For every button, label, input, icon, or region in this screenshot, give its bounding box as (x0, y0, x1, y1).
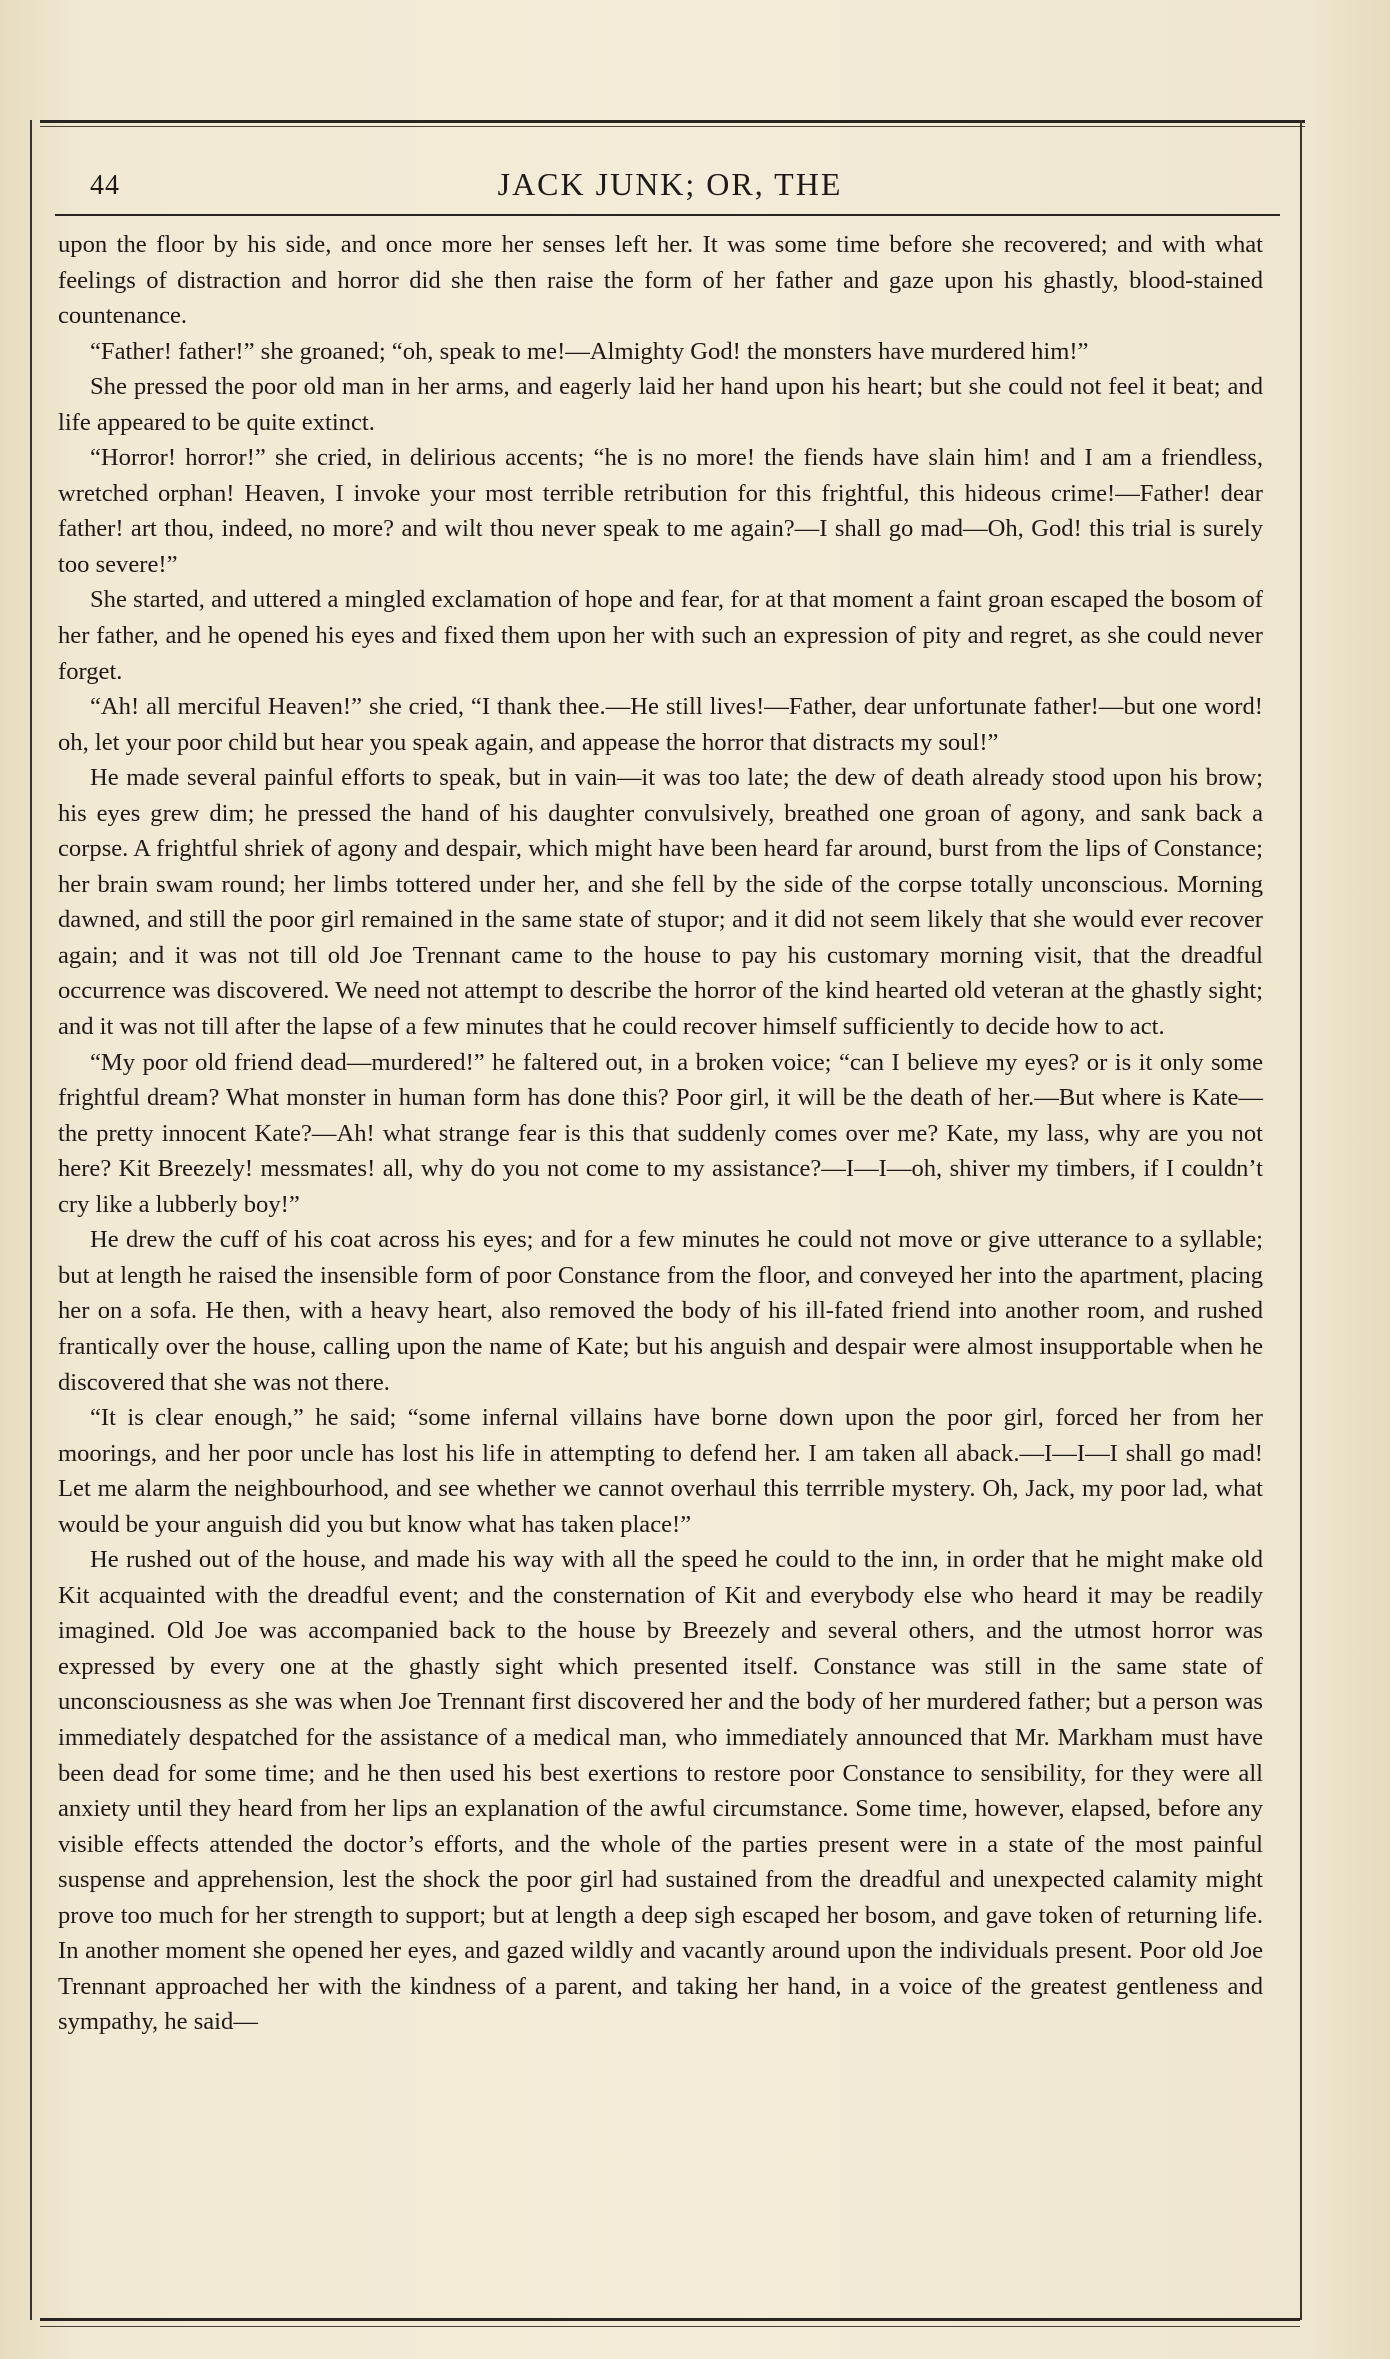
paragraph: upon the floor by his side, and once more her senses left her. It was some time before she recovered; and with what feelings of distraction and horror did she then raise the form of her father and gaze upon his ghastly, blood-stained countenance. (58, 231, 1263, 330)
paragraph: He rushed out of the house, and made his way with all the speed he could to the inn, in order that he might make old Kit acquainted with the dreadful event; and the consternation of Kit and everybody else who heard it may be readily imagined. Old Joe was accompanied back to the house by Breezely and several others, and the utmost horror was expressed by every one at the ghastly sight which presented itself. Constance was still in the same state of unconsciousness as she was when Joe Trennant first discovered her and the body of her murdered father; but a person was immediately despatched for the assistance of a medical man, who immediately announced that Mr. Markham must have been dead for some time; and he then used his best exertions to restore poor Constance to sensibility, for they were all anxiety until they heard from her lips an explanation of the awful circumstance. Some time, however, elapsed, before any visible effects attended the doctor’s efforts, and the whole of the parties present were in a state of the most painful suspense and apprehension, lest the shock the poor girl had sustained from the dreadful and unexpected calamity might prove too much for her strength to support; but at length a deep sigh escaped her bosom, and gave token of returning life. In another moment she opened her eyes, and gazed wildly and vacantly around upon the individuals present. Poor old Joe Trennant approached her with the kindness of a parent, and taking her hand, in a voice of the greatest gentleness and sympathy, he said— (58, 1546, 1263, 2036)
paragraph: She pressed the poor old man in her arms, and eagerly laid her hand upon his heart; but she could not feel it beat; and life appeared to be quite extinct. (58, 373, 1263, 436)
left-border-rule (30, 120, 32, 2320)
paragraph: She started, and uttered a mingled exclamation of hope and fear, for at that moment a faint groan escaped the bosom of her father, and he opened his eyes and fixed them upon her with such an expression of pity and regret, as she could never forget. (58, 586, 1263, 685)
right-border-rule (1300, 120, 1302, 2320)
paragraph: “It is clear enough,” he said; “some infernal villains have borne down upon the poor girl, forced her from her moorings, and her poor uncle has lost his life in attempting to defend her. I am taken all aback.—I—I—I shall go mad! Let me alarm the neighbourhood, and see whether we cannot overhaul this terrrible mystery. Oh, Jack, my poor lad, what would be your anguish did you but know what has taken place!” (58, 1404, 1263, 1538)
bottom-border-thin-rule (40, 2326, 1300, 2327)
paragraph: “Ah! all merciful Heaven!” she cried, “I thank thee.—He still lives!—Father, dear unfortunate father!—but one word! oh, let your poor child but hear you speak again, and appease the horror that distracts my soul!” (58, 693, 1263, 756)
top-border-thin-rule (40, 126, 1305, 127)
running-head: JACK JUNK; OR, THE (497, 166, 843, 202)
page-number: 44 (90, 170, 120, 201)
page-header (60, 160, 1280, 210)
top-border-rule (40, 120, 1305, 123)
paragraph: “Horror! horror!” she cried, in delirious accents; “he is no more! the fiends have slain him! and I am a friendless, wretched orphan! Heaven, I invoke your most terrible retribution for this frightful, this hideous crime!—Father! dear father! art thou, indeed, no more? and wilt thou never speak to me again?—I shall go mad—Oh, God! this trial is surely too severe!” (58, 444, 1263, 578)
paragraph: “My poor old friend dead—murdered!” he faltered out, in a broken voice; “can I believe my eyes? or is it only some frightful dream? What monster in human form has done this? Poor girl, it will be the death of her.—But where is Kate—the pretty innocent Kate?—Ah! what strange fear is this that suddenly comes over me? Kate, my lass, why are you not here? Kit Breezely! messmates! all, why do you not come to my assistance?—I—I—oh, shiver my timbers, if I couldn’t cry like a lubberly boy!” (58, 1048, 1263, 1218)
header-rule (55, 214, 1280, 216)
body-text (58, 227, 1263, 2040)
bottom-border-rule (40, 2318, 1300, 2321)
paragraph: He made several painful efforts to speak, but in vain—it was too late; the dew of death already stood upon his brow; his eyes grew dim; he pressed the hand of his daughter convulsively, breathed one groan of agony, and sank back a corpse. A frightful shriek of agony and despair, which might have been heard far around, burst from the lips of Constance; her brain swam round; her limbs tottered under her, and she fell by the side of the corpse totally unconscious. Morning dawned, and still the poor girl remained in the same state of stupor; and it did not seem likely that she would ever recover again; and it was not till old Joe Trennant came to the house to pay his customary morning visit, that the dreadful occurrence was discovered. We need not attempt to describe the horror of the kind hearted old veteran at the ghastly sight; and it was not till after the lapse of a few minutes that he could recover himself sufficiently to decide how to act. (58, 764, 1263, 1041)
paragraph: “Father! father!” she groaned; “oh, speak to me!—Almighty God! the monsters have murdered him!” (90, 337, 1089, 365)
paragraph: He drew the cuff of his coat across his eyes; and for a few minutes he could not move or give utterance to a syllable; but at length he raised the insensible form of poor Constance from the floor, and conveyed her into the apartment, placing her on a sofa. He then, with a heavy heart, also removed the body of his ill-fated friend into another room, and rushed frantically over the house, calling upon the name of Kate; but his anguish and despair were almost insupportable when he discovered that she was not there. (58, 1226, 1263, 1396)
